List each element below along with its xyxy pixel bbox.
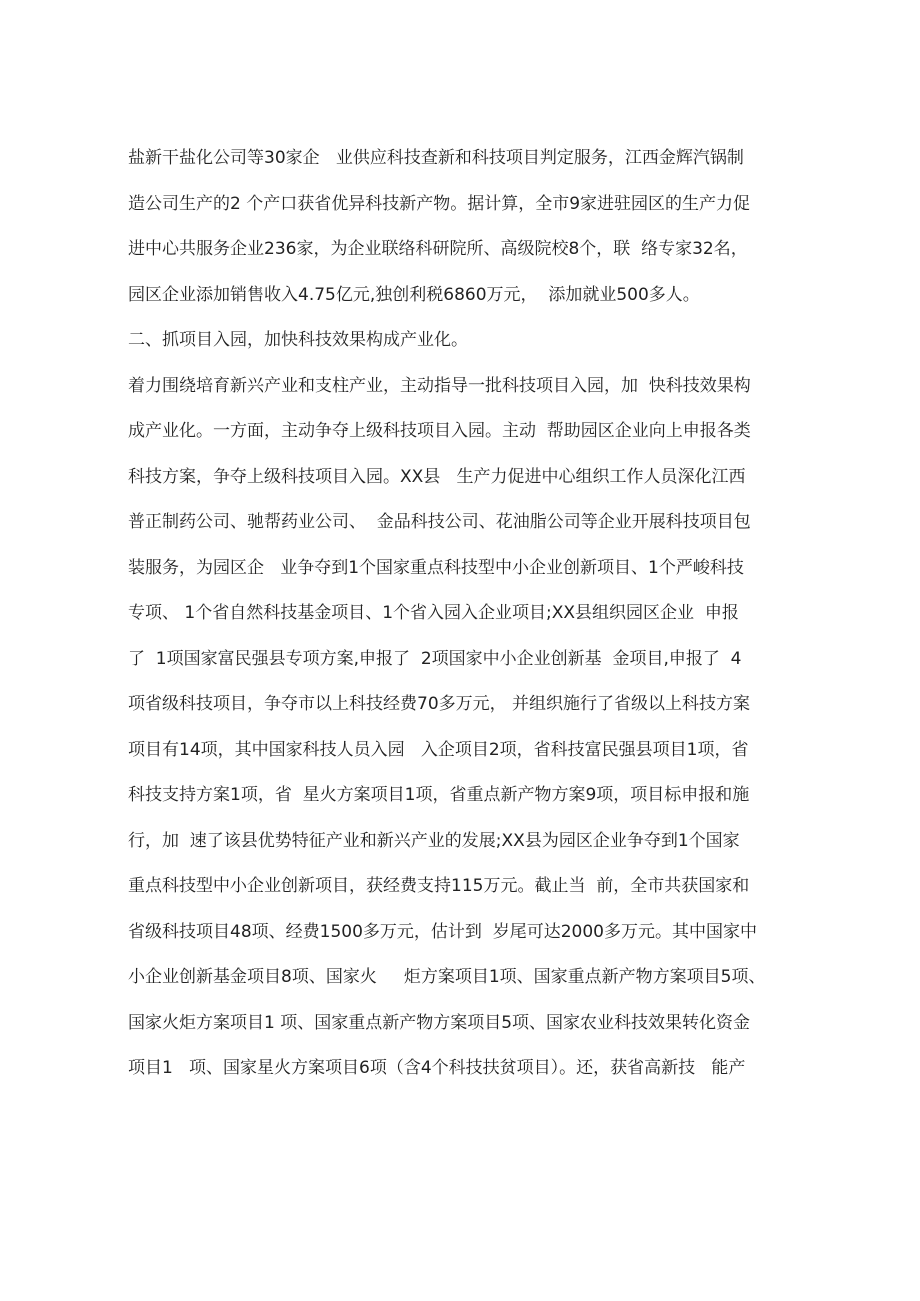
- text-line: 项省级科技项目，争夺市以上科技经费70多万元， 并组织施行了省级以上科技方案: [128, 694, 751, 714]
- text-line: 着力围绕培育新兴产业和支柱产业，主动指导一批科技项目入园，加 快科技效果构: [128, 375, 751, 396]
- text-line: 园区企业添加销售收入4.75亿元,独创利税6860万元， 添加就业500多人。: [128, 284, 700, 305]
- text-line: 造公司生产的2 个产口获省优异科技新产物。据计算，全市9家进驻园区的生产力促: [128, 193, 751, 214]
- text-line: 项目1 项、国家星火方案项目6项（含4个科技扶贫项目）。还，获省高新技 能产: [128, 1058, 746, 1078]
- text-line: 项目有14项，其中国家科技人员入园 入企项目2项，省科技富民强县项目1项，省: [128, 739, 749, 760]
- text-line: 省级科技项目48项、经费1500多万元，估计到 岁尾可达2000多万元。其中国家中: [128, 921, 757, 942]
- text-line: 普正制药公司、驰帮药业公司、 金品科技公司、花油脂公司等企业开展科技项目包: [128, 512, 751, 532]
- text-line: 科技方案，争夺上级科技项目入园。XX县 生产力促进中心组织工作人员深化江西: [128, 466, 746, 487]
- text-line: 盐新干盐化公司等30家企 业供应科技查新和科技项目判定服务，江西金辉汽锅制: [128, 148, 744, 168]
- text-line: 进中心共服务企业236家，为企业联络科研院所、高级院校8个，联 络专家32名，: [128, 239, 748, 259]
- text-line: 专项、 1个省自然科技基金项目、1个省入园入企业项目;XX县组织园区企业 申报: [128, 603, 739, 623]
- text-line: 装服务，为园区企 业争夺到1个国家重点科技型中小企业创新项目、1个严峻科技: [128, 557, 744, 578]
- text-line: 成产业化。一方面，主动争夺上级科技项目入园。主动 帮助园区企业向上申报各类: [128, 421, 751, 441]
- text-line: 重点科技型中小企业创新项目，获经费支持115万元。截止当 前，全市共获国家和: [128, 876, 750, 896]
- text-line: 小企业创新基金项目8项、国家火 炬方案项目1项、国家重点新产物方案项目5项、: [128, 967, 766, 987]
- text-line: 行，加 速了该县优势特征产业和新兴产业的发展;XX县为园区企业争夺到1个国家: [128, 830, 740, 851]
- text-line: 了 1项国家富民强县专项方案,申报了 2项国家中小企业创新基 金项目,申报了 4: [128, 648, 742, 669]
- section-heading: 二、抓项目入园，加快科技效果构成产业化。: [128, 330, 468, 350]
- text-line: 国家火炬方案项目1 项、国家重点新产物方案项目5项、国家农业科技效果转化资金: [128, 1012, 751, 1033]
- text-line: 科技支持方案1项，省 星火方案项目1项，省重点新产物方案9项，项目标申报和施: [128, 785, 750, 805]
- document-body: [128, 136, 808, 1092]
